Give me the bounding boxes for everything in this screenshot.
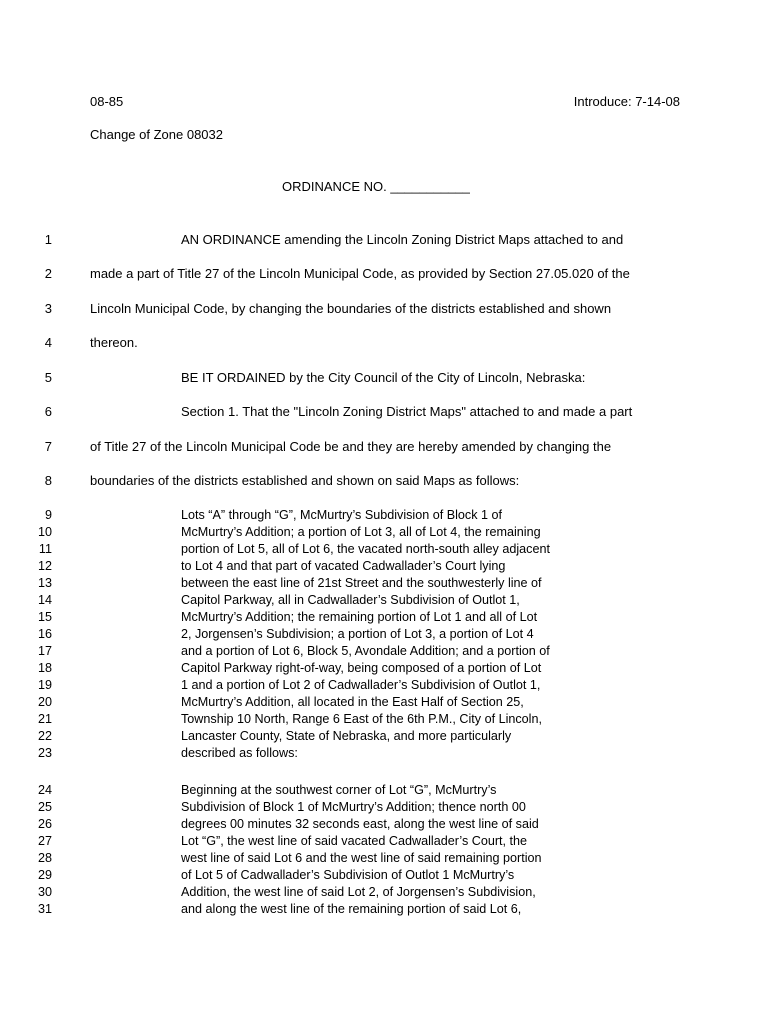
- legal-line: to Lot 4 and that part of vacated Cadwallader’s Court lying: [181, 559, 506, 573]
- legal-line: Lots “A” through “G”, McMurtry’s Subdivision of Block 1 of: [181, 508, 503, 522]
- line-text: Lincoln Municipal Code, by changing the boundaries of the districts established and shown: [90, 301, 612, 316]
- line-number: 5: [44, 370, 52, 385]
- line-numbers-block-1: [22, 507, 52, 762]
- legal-line: degrees 00 minutes 32 seconds east, along the west line of said: [181, 817, 539, 831]
- line-number: 27: [37, 834, 52, 848]
- legal-line: Capitol Parkway, all in Cadwallader’s Subdivision of Outlot 1,: [181, 593, 520, 607]
- line-number: 17: [37, 644, 52, 658]
- line-number: 14: [37, 593, 52, 607]
- legal-line: and a portion of Lot 6, Block 5, Avondale Addition; and a portion of: [181, 644, 550, 658]
- line-number: 30: [37, 885, 52, 899]
- line-text: Section 1. That the "Lincoln Zoning District Maps" attached to and made a part: [181, 404, 633, 419]
- line-number: 12: [37, 559, 52, 573]
- line-number: 28: [37, 851, 52, 865]
- line-number: 31: [37, 902, 52, 916]
- line-number: 1: [44, 232, 52, 247]
- change-of-zone: Change of Zone 08032: [90, 127, 223, 142]
- line-number: 10: [37, 525, 52, 539]
- line-number: 2: [44, 266, 52, 281]
- line-text: BE IT ORDAINED by the City Council of the City of Lincoln, Nebraska:: [181, 370, 586, 385]
- legal-line: 1 and a portion of Lot 2 of Cadwallader’s Subdivision of Outlot 1,: [181, 678, 541, 692]
- line-number: 23: [37, 746, 52, 760]
- legal-line: Beginning at the southwest corner of Lot “G”, McMurtry’s: [181, 783, 497, 797]
- ordinance-title: ORDINANCE NO. ___________: [282, 179, 470, 194]
- legal-line: Lancaster County, State of Nebraska, and more particularly: [181, 729, 512, 743]
- introduce-date: Introduce: 7-14-08: [573, 94, 680, 109]
- line-number: 8: [44, 473, 52, 488]
- line-number: 25: [37, 800, 52, 814]
- line-number: 4: [44, 335, 52, 350]
- line-number: 6: [44, 404, 52, 419]
- legal-description-block-1: [181, 507, 550, 762]
- line-text: of Title 27 of the Lincoln Municipal Code be and they are hereby amended by changing the: [90, 439, 612, 454]
- legal-line: Subdivision of Block 1 of McMurtry’s Addition; thence north 00: [181, 800, 526, 814]
- line-number: 26: [37, 817, 52, 831]
- line-text: made a part of Title 27 of the Lincoln Municipal Code, as provided by Section 27.05.020 of the: [90, 266, 630, 281]
- legal-line: McMurtry’s Addition; a portion of Lot 3, all of Lot 4, the remaining: [181, 525, 541, 539]
- line-number: 20: [37, 695, 52, 709]
- line-text: boundaries of the districts established and shown on said Maps as follows:: [90, 473, 520, 488]
- legal-line: west line of said Lot 6 and the west line of said remaining portion: [181, 851, 542, 865]
- line-numbers-block-2: [22, 782, 52, 918]
- legal-line: portion of Lot 5, all of Lot 6, the vacated north-south alley adjacent: [181, 542, 550, 556]
- line-number: 16: [37, 627, 52, 641]
- legal-line: Lot “G”, the west line of said vacated Cadwallader’s Court, the: [181, 834, 528, 848]
- legal-line: Capitol Parkway right-of-way, being composed of a portion of Lot: [181, 661, 542, 675]
- legal-line: Township 10 North, Range 6 East of the 6th P.M., City of Lincoln,: [181, 712, 542, 726]
- line-number: 13: [37, 576, 52, 590]
- legal-line: described as follows:: [181, 746, 298, 760]
- line-number: 7: [44, 439, 52, 454]
- legal-line: Addition, the west line of said Lot 2, of Jorgensen’s Subdivision,: [181, 885, 536, 899]
- line-text: thereon.: [90, 335, 138, 350]
- line-text: AN ORDINANCE amending the Lincoln Zoning District Maps attached to and: [181, 232, 624, 247]
- line-number: 18: [37, 661, 52, 675]
- legal-line: and along the west line of the remaining portion of said Lot 6,: [181, 902, 522, 916]
- line-number: 11: [38, 542, 52, 556]
- line-number: 29: [37, 868, 52, 882]
- legal-description-block-2: [181, 782, 542, 918]
- line-number: 21: [37, 712, 52, 726]
- line-number: 3: [44, 301, 52, 316]
- legal-line: McMurtry’s Addition, all located in the East Half of Section 25,: [181, 695, 524, 709]
- line-number: 24: [37, 783, 52, 797]
- legal-line: 2, Jorgensen’s Subdivision; a portion of Lot 3, a portion of Lot 4: [181, 627, 534, 641]
- line-number: 15: [37, 610, 52, 624]
- line-number: 9: [44, 508, 52, 522]
- line-number: 19: [37, 678, 52, 692]
- legal-line: of Lot 5 of Cadwallader’s Subdivision of Outlot 1 McMurtry’s: [181, 868, 515, 882]
- legal-line: McMurtry’s Addition; the remaining portion of Lot 1 and all of Lot: [181, 610, 538, 624]
- bill-number: 08-85: [90, 94, 124, 109]
- legal-line: between the east line of 21st Street and the southwesterly line of: [181, 576, 542, 590]
- line-number: 22: [37, 729, 52, 743]
